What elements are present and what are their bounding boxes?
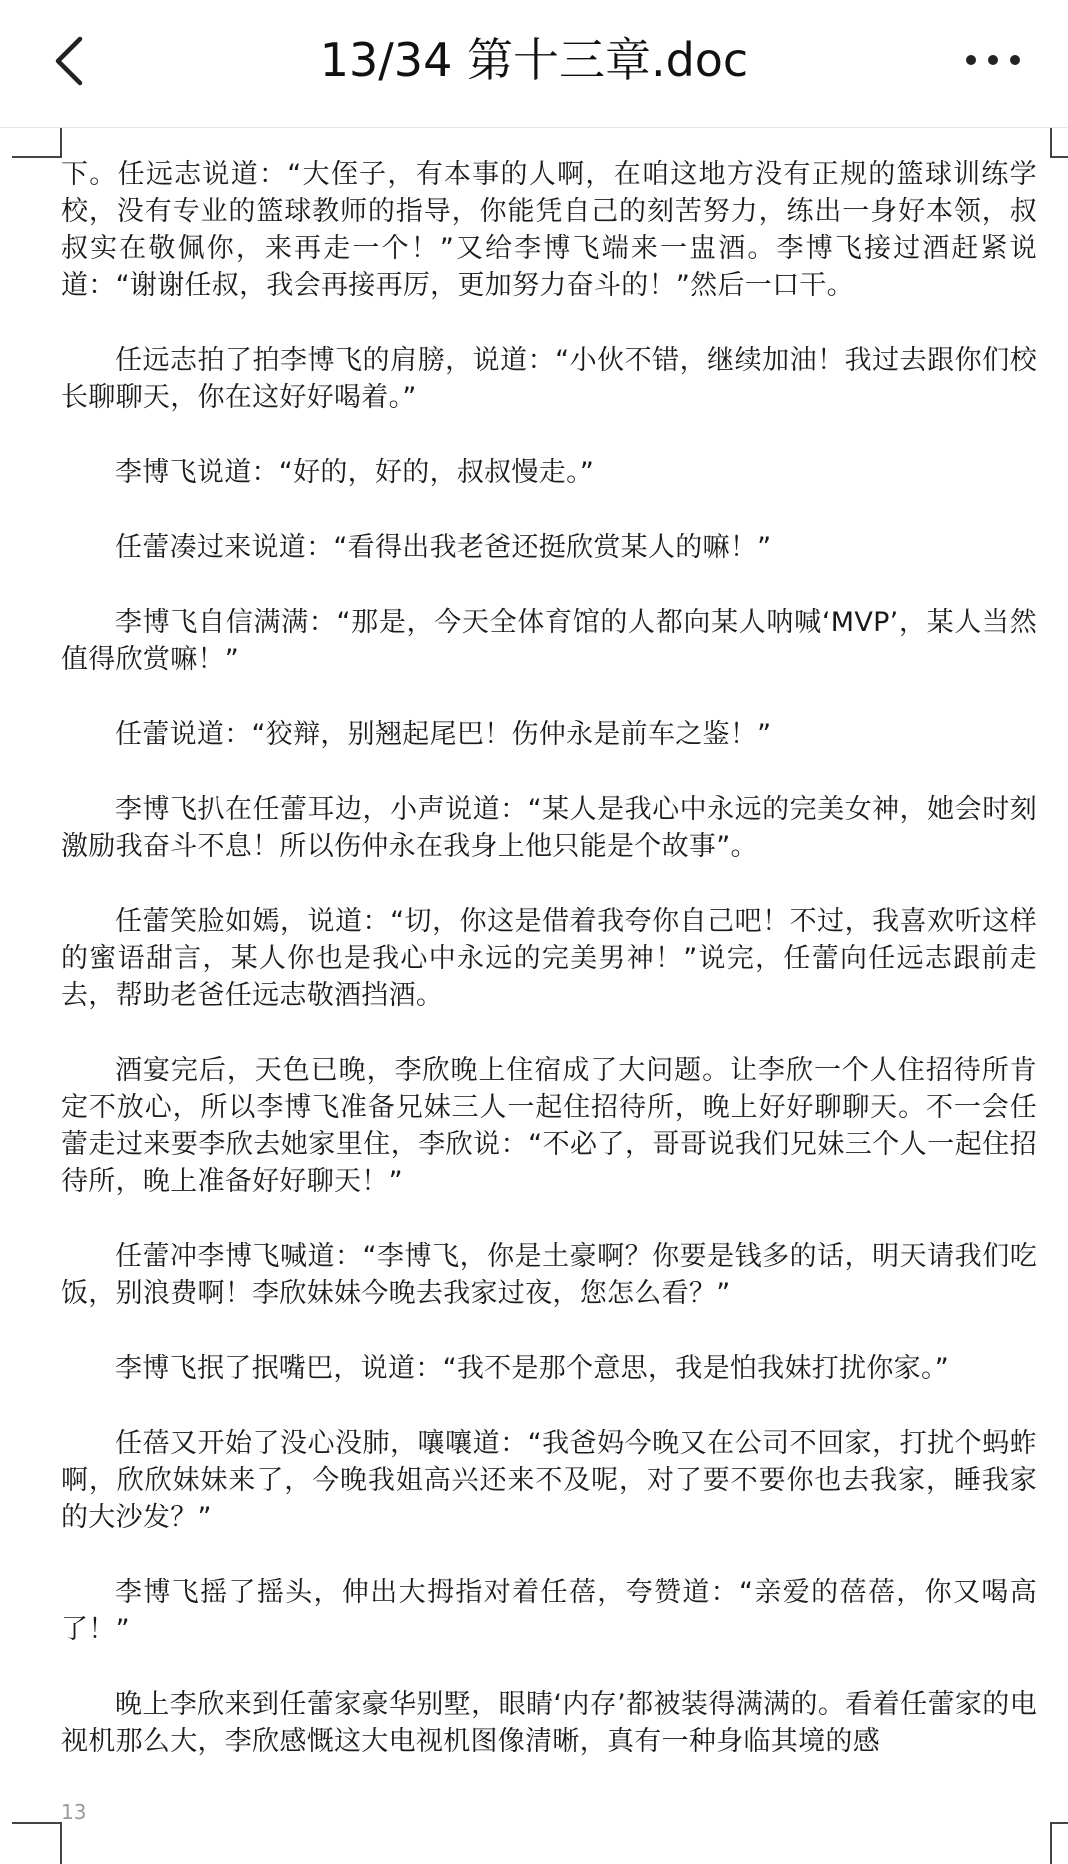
chevron-left-icon	[51, 35, 85, 87]
document-page[interactable]	[0, 128, 1068, 1864]
paragraph: 李博飞摇了摇头，伸出大拇指对着任蓓，夸赞道：“亲爱的蓓蓓，你又喝高了！”	[61, 1577, 1037, 1645]
paragraph: 李博飞抿了抿嘴巴，说道：“我不是那个意思，我是怕我妹打扰你家。”	[115, 1353, 950, 1384]
top-bar	[0, 0, 1068, 128]
paragraph: 任蕾凑过来说道：“看得出我老爸还挺欣赏某人的嘛！”	[115, 532, 772, 563]
more-button[interactable]	[948, 30, 1038, 90]
paragraph: 任蓓又开始了没心没肺，嚷嚷道：“我爸妈今晚又在公司不回家，打扰个蚂蚱啊，欣欣妹妹来了，今晚我姐高兴还来不及呢，对了要不要你也去我家，睡我家的大沙发？”	[61, 1428, 1037, 1533]
page-corner-mark-top-left	[12, 128, 62, 158]
more-horizontal-icon	[965, 54, 1021, 66]
page-corner-mark-top-right	[1050, 128, 1068, 158]
paragraph: 李博飞自信满满：“那是，今天全体育馆的人都向某人呐喊‘MVP’，某人当然值得欣赏嘛！”	[61, 607, 1037, 675]
back-button[interactable]	[38, 26, 98, 96]
page-corner-mark-bottom-left	[12, 1822, 62, 1864]
paragraph: 任蕾笑脸如嫣，说道：“切，你这是借着我夸你自己吧！不过，我喜欢听这样的蜜语甜言，某人你也是我心中永远的完美男神！”说完，任蕾向任远志跟前走去，帮助老爸任远志敬酒挡酒。	[61, 906, 1037, 1011]
paragraph: 任蕾冲李博飞喊道：“李博飞，你是土豪啊？你要是钱多的话，明天请我们吃饭，别浪费啊！李欣妹妹今晚去我家过夜，您怎么看？”	[61, 1241, 1037, 1309]
paragraph: 李博飞扒在任蕾耳边，小声说道：“某人是我心中永远的完美女神，她会时刻激励我奋斗不息！所以伤仲永在我身上他只能是个故事”。	[61, 794, 1037, 862]
document-title: 13/34 第十三章.doc	[319, 33, 749, 87]
paragraph: 下。任远志说道：“大侄子，有本事的人啊，在咱这地方没有正规的篮球训练学校，没有专业的篮球教师的指导，你能凭自己的刻苦努力，练出一身好本领，叔叔实在敬佩你，来再走一个！”又给李博飞端来一盅酒。李博飞接过酒赶紧说道：“谢谢任叔，我会再接再厉，更加努力奋斗的！”然后一口干。	[61, 159, 1037, 301]
page-corner-mark-bottom-right	[1050, 1822, 1068, 1864]
paragraph: 任蕾说道：“狡辩，别翘起尾巴！伤仲永是前车之鉴！”	[115, 719, 772, 750]
paragraph: 晚上李欣来到任蕾家豪华别墅，眼睛‘内存’都被装得满满的。看着任蕾家的电视机那么大，李欣感慨这大电视机图像清晰，真有一种身临其境的感	[61, 1689, 1037, 1757]
paragraph: 酒宴完后，天色已晚，李欣晚上住宿成了大问题。让李欣一个人住招待所肯定不放心，所以李博飞准备兄妹三人一起住招待所，晚上好好聊聊天。不一会任蕾走过来要李欣去她家里住，李欣说：“不必了，哥哥说我们兄妹三个人一起住招待所，晚上准备好好聊天！”	[61, 1055, 1037, 1197]
paragraph: 李博飞说道：“好的，好的，叔叔慢走。”	[115, 457, 595, 488]
paragraph: 任远志拍了拍李博飞的肩膀，说道：“小伙不错，继续加油！我过去跟你们校长聊聊天，你在这好好喝着。”	[61, 345, 1037, 413]
document-body	[61, 156, 1037, 1798]
page-number: 13	[61, 1800, 87, 1824]
